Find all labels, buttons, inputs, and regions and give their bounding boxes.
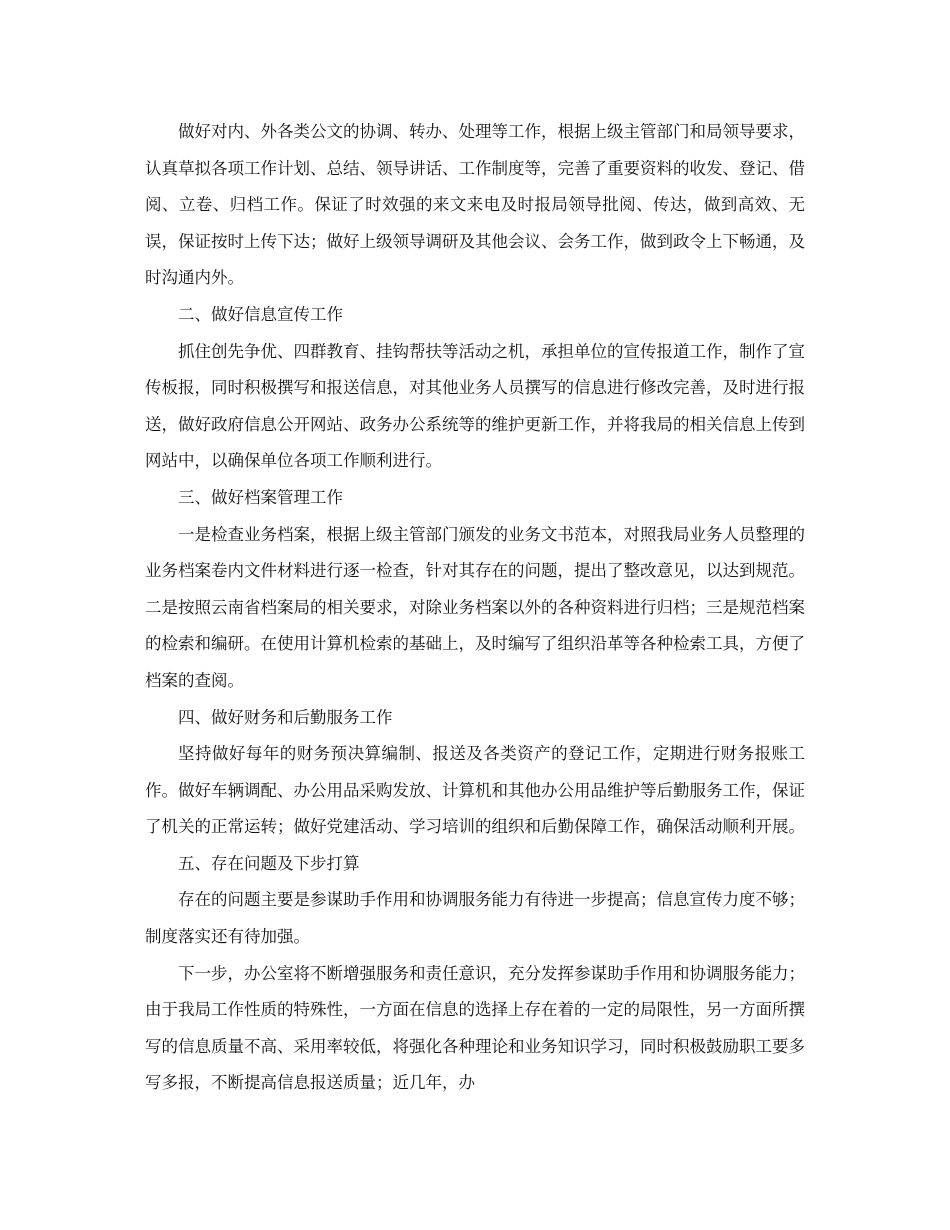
paragraph-document-handling: 做好对内、外各类公文的协调、转办、处理等工作，根据上级主管部门和局领导要求，认真草拟各项工作计划、总结、领导讲话、工作制度等，完善了重要资料的收发、登记、借阅、立卷、归档工作。保证了时效强的来文来电及时报局领导批阅、传达，做到高效、无误，保证按时上传下达；做好上级领导调研及其他会议、会务工作，做到政令上下畅通，及时沟通内外。: [145, 122, 805, 288]
document-body: [145, 114, 805, 1102]
paragraph-next-steps: 下一步，办公室将不断增强服务和责任意识，充分发挥参谋助手作用和协调服务能力；由于我局工作性质的特殊性，一方面在信息的选择上存在着的一定的局限性，另一方面所撰写的信息质量不高、采用率较低，将强化各种理论和业务知识学习，同时积极鼓励职工要多写多报，不断提高信息报送质量；近几年，办: [145, 963, 805, 1093]
section-heading-archive-management: 三、做好档案管理工作: [178, 487, 343, 507]
paragraph-archive-management: 一是检查业务档案，根据上级主管部门颁发的业务文书范本，对照我局业务人员整理的业务档案卷内文件材料进行逐一检查，针对其存在的问题，提出了整改意见，以达到规范。二是按照云南省档案局的相关要求，对除业务档案以外的各种资料进行归档；三是规范档案的检索和编研。在使用计算机检索的基础上，及时编写了组织沿革等各种检索工具，方便了档案的查阅。: [145, 524, 805, 690]
paragraph-existing-problems: 存在的问题主要是参谋助手作用和协调服务能力有待进一步提高；信息宣传力度不够；制度落实还有待加强。: [145, 890, 805, 947]
paragraph-finance-logistics: 坚持做好每年的财务预决算编制、报送及各类资产的登记工作，定期进行财务报账工作。做好车辆调配、办公用品采购发放、计算机和其他办公用品维护等后勤服务工作，保证了机关的正常运转；做好党建活动、学习培训的组织和后勤保障工作，确保活动顺利开展。: [145, 744, 805, 837]
section-heading-information-publicity: 二、做好信息宣传工作: [178, 304, 343, 324]
paragraph-information-publicity: 抓住创先争优、四群教育、挂钩帮扶等活动之机，承担单位的宣传报道工作，制作了宣传板报，同时积极撰写和报送信息，对其他业务人员撰写的信息进行修改完善，及时进行报送，做好政府信息公开网站、政务办公系统等的维护更新工作，并将我局的相关信息上传到网站中，以确保单位各项工作顺利进行。: [145, 341, 805, 471]
section-heading-problems-plans: 五、存在问题及下步打算: [178, 853, 360, 873]
section-heading-finance-logistics: 四、做好财务和后勤服务工作: [178, 707, 393, 727]
